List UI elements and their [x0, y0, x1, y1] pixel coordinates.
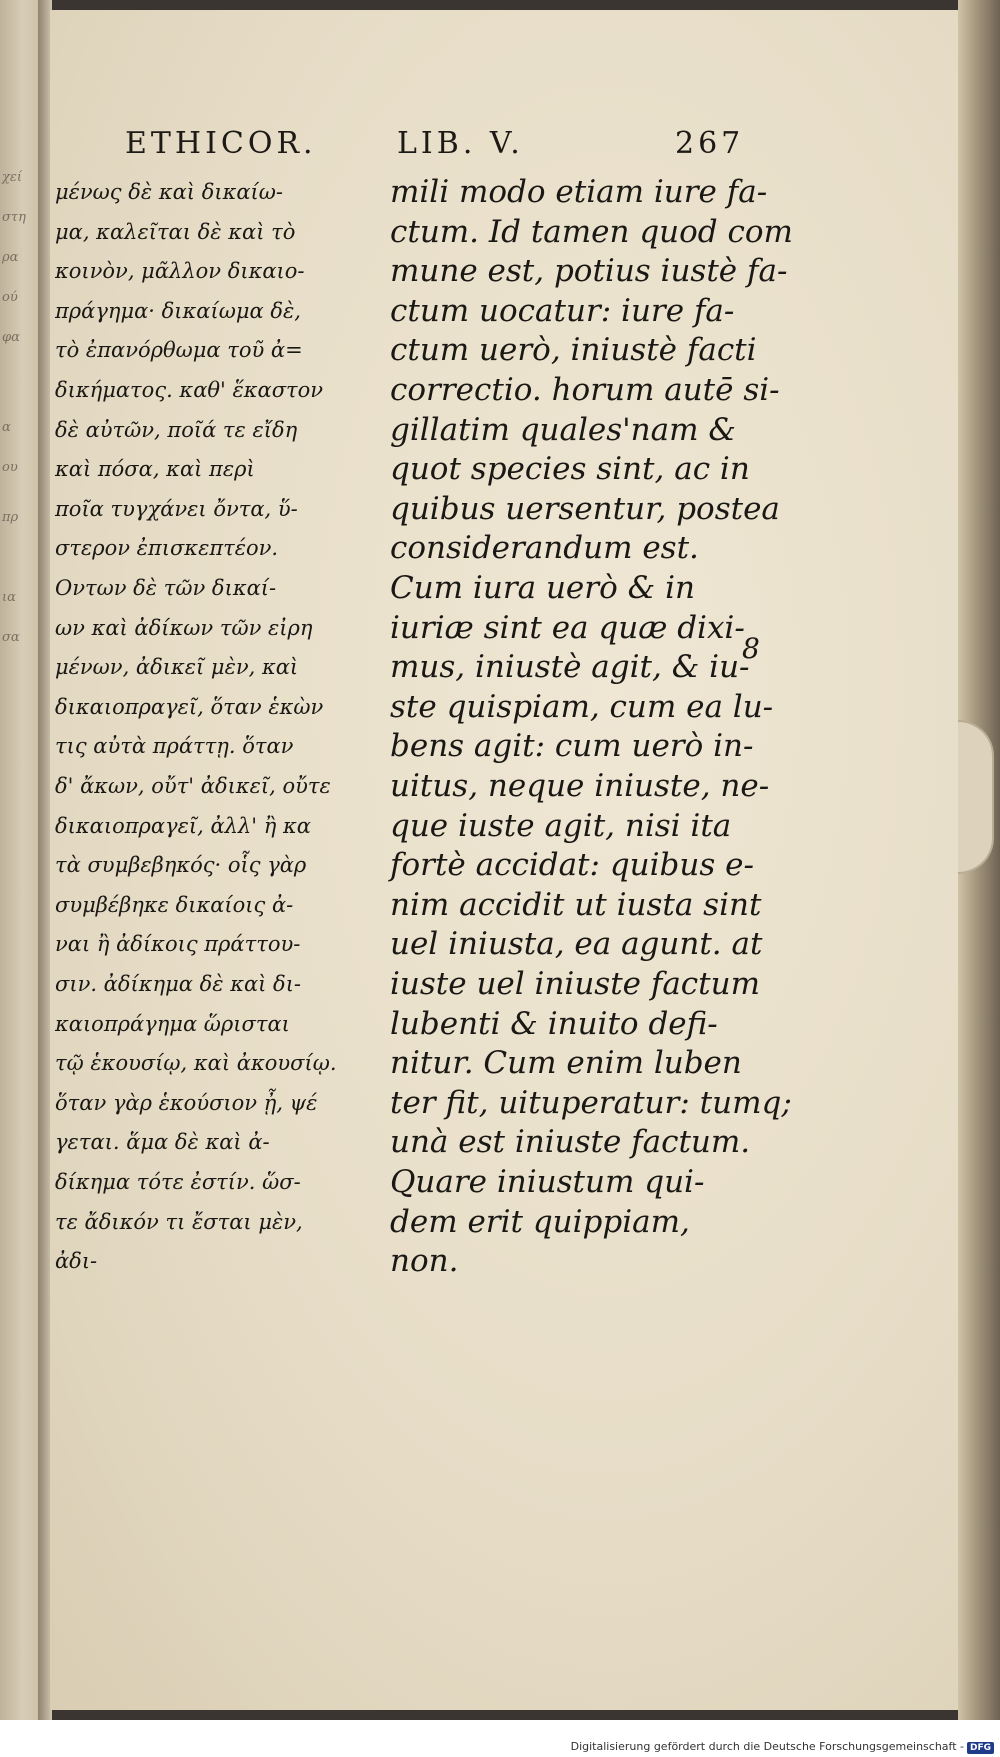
text-line: mune est, potius iustè fa- [390, 253, 788, 290]
text-line: considerandum est. [390, 530, 699, 567]
credit-text: Digitalisierung gefördert durch die Deutsche Forschungsgemeinschaft - [570, 1740, 964, 1753]
text-line: ναι ἢ ἀδίκοις πράττου- [55, 932, 301, 957]
previous-page-fragment: α [2, 420, 11, 435]
text-line: ctum. Id tamen quod com [390, 213, 793, 250]
text-line: ter fit, uituperatur: tumq; [390, 1084, 792, 1121]
text-line: unà est iniuste factum. [390, 1124, 751, 1161]
text-line: τῷ ἑκουσίῳ, καὶ ἀκουσίῳ. [55, 1051, 337, 1076]
text-line: fortè accidat: quibus e- [390, 847, 754, 884]
text-line: ὅταν γὰρ ἑκούσιον ᾖ, ψέ [55, 1090, 318, 1115]
text-line: lubenti & inuito defi- [390, 1005, 718, 1042]
text-line: mili modo etiam iure fa- [390, 174, 768, 210]
text-line: μένως δὲ καὶ δικαίω- [55, 180, 283, 204]
text-line: ste quispiam, cum ea lu- [390, 688, 774, 725]
text-line: correctio. horum autē si- [390, 372, 780, 408]
text-line: quibus uersentur, postea [390, 490, 780, 527]
text-line: δίκημα τότε ἐστίν. ὥσ- [55, 1170, 301, 1194]
previous-page-fragment: σα [2, 630, 20, 645]
text-line: γεται. ἅμα δὲ καὶ ἀ- [55, 1130, 270, 1155]
text-line: ctum uerò, iniustè facti [390, 332, 757, 369]
text-line: Οντων δὲ τῶν δικαί- [55, 576, 277, 600]
text-line: iuriæ sint ea quæ dixi- [390, 609, 745, 646]
header-left: ETHICOR. [125, 126, 317, 161]
text-line: τε ἄδικόν τι ἔσται μὲν, [55, 1209, 303, 1234]
previous-page-fragment: στη [2, 210, 26, 225]
text-line: κοινὸν, μᾶλλον δικαιο- [55, 259, 305, 284]
text-line: ων καὶ ἀδίκων τῶν εἰρη [55, 615, 313, 640]
text-line: τις αὐτὰ πράττῃ. ὅταν [55, 734, 294, 759]
text-line: iuste uel iniuste factum [390, 966, 760, 1002]
text-line: στερον ἐπισκεπτέον. [55, 536, 279, 561]
previous-page-fragment: ού [2, 290, 18, 305]
previous-page-fragment: ια [2, 590, 16, 605]
digitization-credit [571, 1740, 994, 1754]
text-line: nim accidit ut iusta sint [390, 886, 762, 923]
page-tab-marker [958, 720, 994, 874]
text-line: πράγημα· δικαίωμα δὲ, [55, 298, 301, 323]
text-line: non. [390, 1243, 459, 1280]
text-line: ἀδι- [55, 1249, 98, 1274]
page-number: 267 [675, 126, 745, 161]
previous-page-fragment: φα [2, 330, 20, 345]
text-line: δικήματος. καθ' ἕκαστον [55, 378, 324, 402]
text-line: δικαιοπραγεῖ, ἀλλ' ἢ κα [55, 813, 311, 838]
text-line: καὶ πόσα, καὶ περὶ [55, 457, 255, 482]
page-edge-right [958, 0, 1000, 1730]
previous-page-fragment: ου [2, 460, 18, 475]
text-line: δικαιοπραγεῖ, ὅταν ἑκὼν [55, 694, 324, 719]
text-line: dem erit quippiam, [390, 1203, 690, 1240]
text-line: quot species sint, ac in [390, 451, 750, 488]
previous-page-fragment: χεί [2, 170, 22, 185]
previous-page-fragment: ρα [2, 250, 19, 265]
text-line: σιν. ἀδίκημα δὲ καὶ δι- [55, 972, 302, 996]
text-line: que iuste agit, nisi ita [390, 807, 732, 844]
header-center: LIB. V. [397, 126, 524, 161]
text-line: Cum iura uerò & in [390, 570, 695, 606]
text-line: gillatim quales'nam & [390, 411, 736, 448]
text-line: ctum uocatur: iure fa- [390, 292, 735, 329]
text-line: μένων, ἀδικεῖ μὲν, καὶ [55, 655, 299, 680]
text-line: συμβέβηκε δικαίοις ἀ- [55, 892, 294, 917]
text-line: Quare iniustum qui- [390, 1164, 705, 1200]
previous-page-edge [0, 0, 42, 1730]
previous-page-fragment: πρ [2, 510, 19, 525]
text-line: mus, iniustè agit, & iu- [390, 649, 750, 686]
margin-section-number: 8 [742, 632, 760, 665]
text-line: μα, καλεῖται δὲ καὶ τὸ [55, 219, 296, 244]
text-line: τὸ ἐπανόρθωμα τοῦ ἀ= [55, 338, 303, 363]
text-line: καιοπράγημα ὥρισται [55, 1011, 290, 1036]
text-line: uitus, neque iniuste, ne- [390, 768, 770, 804]
text-line: δ' ἄκων, οὔτ' ἀδικεῖ, οὔτε [55, 774, 331, 798]
text-line: δὲ αὐτῶν, ποῖά τε εἴδη [55, 417, 298, 442]
text-line: τὰ συμβεβηκός· οἷς γὰρ [55, 853, 307, 878]
text-line: uel iniusta, ea agunt. at [390, 926, 763, 963]
text-line: ποῖα τυγχάνει ὄντα, ὕ- [55, 496, 298, 521]
text-line: bens agit: cum uerò in- [390, 728, 754, 765]
text-line: nitur. Cum enim luben [390, 1045, 742, 1082]
dfg-logo: DFG [967, 1742, 994, 1754]
